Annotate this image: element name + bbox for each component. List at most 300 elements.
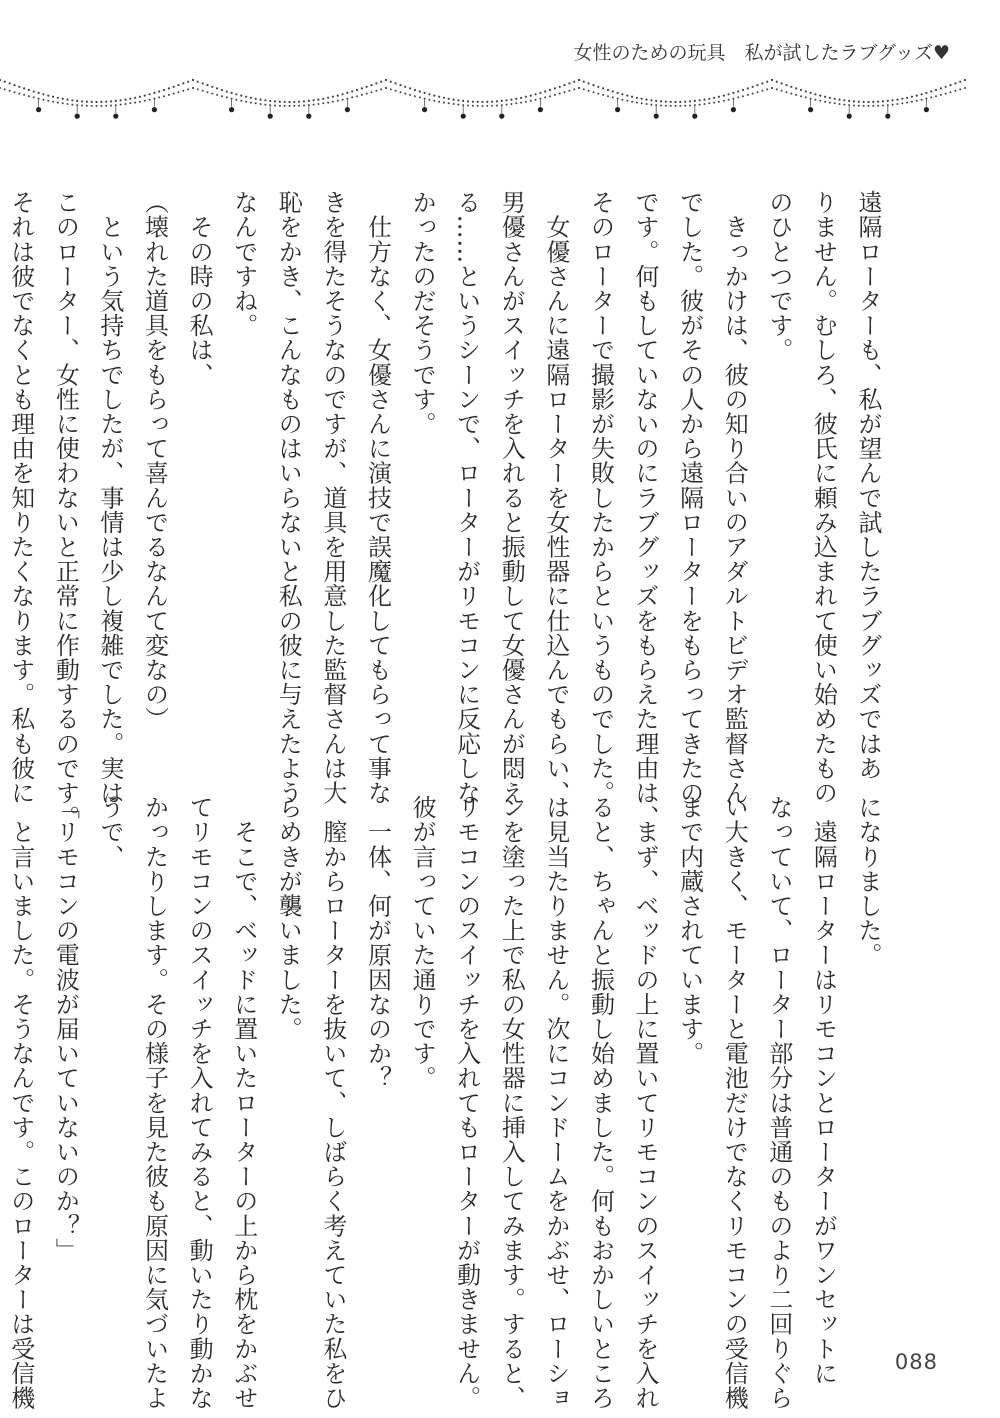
garland-dot: [346, 92, 348, 94]
garland-dot: [144, 95, 146, 97]
garland-dot: [95, 101, 97, 103]
garland-dot: [544, 90, 546, 92]
garland-dot: [269, 100, 271, 102]
garland-dot: [747, 94, 749, 96]
garland-dot: [530, 100, 532, 102]
garland-dot: [120, 99, 122, 101]
text-line: 「リモコンの電波が届いていないのか？」: [51, 795, 80, 1263]
text-line: まず、ベッドの上に置いてリモコンのスイッチを入れ: [631, 795, 660, 1410]
garland-dot: [757, 91, 759, 93]
garland-dot: [0, 79, 1, 81]
garland-dot: [332, 101, 334, 103]
garland-dot: [877, 105, 879, 107]
garland-dot: [317, 103, 319, 105]
garland-dot: [144, 100, 146, 102]
garland-dot: [945, 93, 947, 95]
garland-dot: [42, 93, 44, 95]
garland-dot: [583, 88, 585, 90]
garland-dot: [409, 87, 411, 89]
text-line: 女優さんに遠隔ローターを女性器に仕込んでもらい、: [541, 190, 570, 805]
garland-dot: [544, 96, 546, 98]
garland-dot: [66, 99, 68, 101]
garland-dot: [100, 105, 102, 107]
garland-dot: [708, 102, 710, 104]
garland-dot: [453, 99, 455, 101]
garland-dot: [168, 94, 170, 96]
garland-dot: [525, 101, 527, 103]
running-header: 女性のための玩具 私が試したラブグッズ♥: [573, 42, 950, 64]
text-line: ると、ちゃんと振動し始めました。何もおかしいところ: [586, 795, 615, 1410]
garland-dot: [298, 101, 300, 103]
garland-dot: [689, 100, 691, 102]
garland-dot: [86, 101, 88, 103]
garland-dot: [559, 86, 561, 88]
garland-bead: [615, 107, 620, 112]
garland-bead: [692, 114, 697, 119]
garland-dot: [390, 81, 392, 83]
text-line: このローター、女性に使わないと正常に作動するのです。: [51, 190, 80, 830]
garland-dot: [713, 97, 715, 99]
garland-dot: [882, 105, 884, 107]
garland-dot: [747, 87, 749, 89]
garland-dot: [28, 95, 30, 97]
garland-dot: [597, 86, 599, 88]
text-line: らめきが襲いました。: [274, 795, 303, 1041]
garland-dot: [949, 84, 951, 86]
garland-dot: [467, 105, 469, 107]
garland-dot: [810, 92, 812, 94]
garland-dot: [728, 93, 730, 95]
garland-dot: [100, 101, 102, 103]
garland-dot: [308, 100, 310, 102]
garland-dot: [400, 91, 402, 93]
garland-dot: [539, 92, 541, 94]
garland-dot: [838, 99, 840, 101]
text-line: 仕方なく、女優さんに演技で誤魔化してもらって事な: [363, 190, 392, 805]
garland-dot: [631, 101, 633, 103]
garland-dot: [486, 105, 488, 107]
garland-dot: [443, 102, 445, 104]
garland-dot: [911, 101, 913, 103]
garland-dot: [954, 90, 956, 92]
garland-dot: [506, 104, 508, 106]
garland-dot: [592, 84, 594, 86]
garland-dot: [921, 93, 923, 95]
garland-dot: [342, 93, 344, 95]
text-line: 恥をかき、こんなものはいらないと私の彼に与えたよう: [274, 190, 303, 805]
garland-dot: [173, 86, 175, 88]
garland-dot: [935, 89, 937, 91]
garland-dot: [81, 105, 83, 107]
garland-dot: [332, 96, 334, 98]
garland-dot: [641, 102, 643, 104]
garland-dot: [699, 104, 701, 106]
garland-dot: [771, 87, 773, 89]
garland-dot: [704, 103, 706, 105]
garland-dot: [158, 90, 160, 92]
garland-dot: [288, 101, 290, 103]
text-line: なんですね。: [229, 190, 258, 338]
garland-dot: [482, 105, 484, 107]
garland-dot: [752, 93, 754, 95]
garland-dot: [510, 103, 512, 105]
garland-dot: [86, 105, 88, 107]
garland-dot: [568, 82, 570, 84]
garland-dot: [9, 82, 11, 84]
garland-dot: [62, 102, 64, 104]
text-line: （壊れた道具をもらって喜んでるなんて変なの）: [140, 190, 169, 732]
garland-dot: [824, 101, 826, 103]
garland-dot: [588, 82, 590, 84]
text-line: 遠隔ローターはリモコンとローターがワンセットに: [809, 795, 838, 1386]
garland-dot: [342, 99, 344, 101]
garland-dot: [506, 99, 508, 101]
garland-dot: [515, 98, 517, 100]
garland-dot: [120, 104, 122, 106]
garland-dot: [240, 100, 242, 102]
garland-bead: [847, 114, 852, 119]
garland-dot: [14, 91, 16, 93]
garland-dot: [901, 102, 903, 104]
garland-dot: [264, 99, 266, 101]
garland-dot: [588, 90, 590, 92]
garland-bead: [924, 107, 929, 112]
garland-dot: [226, 90, 228, 92]
garland-dot: [202, 90, 204, 92]
garland-dot: [858, 105, 860, 107]
garland-bead: [113, 114, 118, 119]
garland-dot: [211, 86, 213, 88]
garland-dot: [829, 97, 831, 99]
garland-dot: [607, 89, 609, 91]
garland-dot: [18, 86, 20, 88]
garland-dot: [530, 95, 532, 97]
text-line: 彼が言っていた通りです。: [408, 795, 437, 1091]
garland-dot: [853, 100, 855, 102]
garland-dot: [240, 95, 242, 97]
garland-dot: [91, 101, 93, 103]
garland-dot: [96, 105, 98, 107]
garland-dot: [409, 94, 411, 96]
garland-dot: [660, 105, 662, 107]
garland-dot: [829, 102, 831, 104]
garland-dot: [612, 96, 614, 98]
garland-dot: [814, 99, 816, 101]
garland-dot: [173, 93, 175, 95]
text-line: きを得たそうなのですが、道具を用意した監督さんは大: [318, 190, 347, 805]
text-line: でした。彼がその人から遠隔ローターをもらってきたの: [675, 190, 704, 805]
garland-dot: [23, 87, 25, 89]
garland-dot: [954, 82, 956, 84]
garland-dot: [216, 87, 218, 89]
garland-dot: [211, 93, 213, 95]
garland-bead: [422, 107, 427, 112]
garland-dot: [477, 101, 479, 103]
garland-dot: [245, 96, 247, 98]
garland-dot: [192, 79, 194, 81]
garland-dot: [617, 92, 619, 94]
garland-dot: [549, 89, 551, 91]
garland-dot: [197, 81, 199, 83]
garland-dot: [438, 101, 440, 103]
garland-dot: [554, 87, 556, 89]
garland-dot: [115, 100, 117, 102]
garland-dot: [313, 99, 315, 101]
garland-dot: [395, 82, 397, 84]
garland-dot: [366, 93, 368, 95]
text-line: かったのだそうです。: [408, 190, 437, 436]
garland-dot: [959, 81, 961, 83]
garland-bead: [152, 107, 157, 112]
garland-dot: [327, 97, 329, 99]
garland-dot: [703, 99, 705, 101]
garland-dot: [858, 101, 860, 103]
garland-dot: [665, 105, 667, 107]
garland-dot: [57, 102, 59, 104]
garland-dot: [207, 91, 209, 93]
garland-dot: [742, 95, 744, 97]
garland-dot: [404, 93, 406, 95]
garland-dot: [940, 87, 942, 89]
garland-dot: [163, 89, 165, 91]
text-line: のひとつです。: [764, 190, 793, 363]
garland-dot: [795, 87, 797, 89]
garland-dot: [337, 95, 339, 97]
garland-dot: [187, 81, 189, 83]
garland-dot: [723, 100, 725, 102]
garland-dot: [805, 96, 807, 98]
garland-dot: [742, 89, 744, 91]
garland-dot: [834, 102, 836, 104]
garland-dot: [317, 99, 319, 101]
garland-dot: [481, 101, 483, 103]
garland-dot: [33, 96, 35, 98]
text-line: りません。むしろ、彼氏に頼み込まれて使い始めたもの: [809, 190, 838, 805]
garland-dot: [250, 97, 252, 99]
garland-dot: [515, 102, 517, 104]
garland-dot: [766, 81, 768, 83]
garland-dot: [964, 87, 966, 89]
garland-dot: [935, 95, 937, 97]
garland-dot: [385, 87, 387, 89]
garland-dot: [843, 99, 845, 101]
garland-dot: [863, 105, 865, 107]
garland-dot: [761, 90, 763, 92]
garland-dot: [105, 105, 107, 107]
garland-dot: [356, 89, 358, 91]
garland-dot: [925, 92, 927, 94]
garland-dot: [428, 99, 430, 101]
garland-dot: [646, 103, 648, 105]
garland-dot: [467, 100, 469, 102]
garland-dot: [776, 81, 778, 83]
garland-dot: [235, 99, 237, 101]
garland-dot: [843, 104, 845, 106]
garland-dot: [23, 94, 25, 96]
garland-dot: [47, 100, 49, 102]
garland-dot: [477, 105, 479, 107]
garland-dot: [573, 88, 575, 90]
garland-dot: [206, 84, 208, 86]
text-line: うで、: [95, 795, 124, 869]
garland-dot: [298, 105, 300, 107]
garland-dot: [158, 96, 160, 98]
garland-dot: [578, 87, 580, 89]
garland-dot: [887, 100, 889, 102]
garland-dot: [168, 87, 170, 89]
garland-dot: [279, 101, 281, 103]
garland-dot: [593, 91, 595, 93]
garland-dot: [52, 96, 54, 98]
text-line: 膣からローターを抜いて、しばらく考えていた私をひ: [318, 795, 347, 1410]
garland-dot: [790, 93, 792, 95]
garland-dot: [892, 104, 894, 106]
garland-dot: [125, 103, 127, 105]
text-line: まで内蔵されています。: [675, 795, 704, 1066]
garland-dot: [163, 95, 165, 97]
garland-dot: [496, 100, 498, 102]
garland-dot: [28, 89, 30, 91]
garland-dot: [675, 105, 677, 107]
garland-dot: [264, 104, 266, 106]
garland-dot: [950, 91, 952, 93]
text-line: る……というシーンで、ローターがリモコンに反応しな: [452, 190, 481, 805]
garland-dot: [583, 81, 585, 83]
garland-dot: [182, 82, 184, 84]
garland-dot: [187, 88, 189, 90]
garland-dot: [67, 103, 69, 105]
garland-dot: [718, 101, 720, 103]
garland-dot: [694, 100, 696, 102]
garland-dot: [781, 82, 783, 84]
text-line: ンを塗った上で私の女性器に挿入してみます。すると、: [497, 795, 526, 1410]
garland-dot: [916, 100, 918, 102]
garland-dot: [805, 90, 807, 92]
garland-dot: [443, 97, 445, 99]
garland-dot: [535, 99, 537, 101]
garland-dot: [496, 105, 498, 107]
garland-dot: [510, 99, 512, 101]
garland-dot: [708, 98, 710, 100]
garland-dot: [790, 86, 792, 88]
garland-dot: [375, 90, 377, 92]
text-line: い大きく、モーターと電池だけでなくリモコンの受信機: [720, 795, 749, 1410]
garland-dot: [564, 91, 566, 93]
garland-dot: [361, 87, 363, 89]
garland-bead: [538, 107, 543, 112]
garland-dot: [554, 94, 556, 96]
text-line: は見当たりません。次にコンドームをかぶせ、ローショ: [541, 795, 570, 1410]
garland-dot: [621, 93, 623, 95]
garland-bead: [808, 107, 813, 112]
garland-dot: [91, 105, 93, 107]
garland-dot: [453, 103, 455, 105]
garland-dot: [752, 86, 754, 88]
garland-dot: [549, 95, 551, 97]
garland-dot: [424, 92, 426, 94]
garland-bead: [654, 114, 659, 119]
garland-dot: [670, 101, 672, 103]
garland-dot: [260, 103, 262, 105]
garland-dot: [279, 105, 281, 107]
garland-dot: [370, 84, 372, 86]
garland-dot: [274, 100, 276, 102]
garland-dot: [433, 95, 435, 97]
garland-dot: [612, 90, 614, 92]
garland-dot: [916, 95, 918, 97]
garland-dot: [380, 88, 382, 90]
garland-dot: [13, 84, 15, 86]
garland-dot: [134, 97, 136, 99]
text-line: という気持ちでしたが、事情は少し複雑でした。実は: [95, 190, 124, 805]
garland-bead: [36, 107, 41, 112]
garland-bead: [75, 114, 80, 119]
garland-dot: [839, 103, 841, 105]
text-line: と言いました。そうなんです。このローターは受信機: [6, 795, 35, 1410]
garland-dot: [178, 91, 180, 93]
garland-dot: [433, 100, 435, 102]
garland-dot: [795, 94, 797, 96]
garland-dot: [665, 101, 667, 103]
garland-dot: [371, 91, 373, 93]
garland-dot: [448, 102, 450, 104]
garland-dot: [149, 93, 151, 95]
garland-dot: [867, 101, 869, 103]
garland-dot: [81, 100, 83, 102]
garland-bead: [306, 114, 311, 119]
garland-dot: [351, 90, 353, 92]
garland-dot: [62, 98, 64, 100]
garland-dot: [641, 98, 643, 100]
text-line: 遠隔ローターも、私が望んで試したラブグッズではあ: [854, 190, 882, 781]
decorative-garland-border: [0, 66, 1000, 136]
garland-dot: [414, 95, 416, 97]
garland-dot: [520, 97, 522, 99]
garland-dot: [462, 100, 464, 102]
garland-dot: [631, 96, 633, 98]
garland-dot: [38, 92, 40, 94]
garland-dot: [718, 96, 720, 98]
garland-dot: [303, 100, 305, 102]
garland-dot: [293, 105, 295, 107]
garland-dot: [0, 87, 1, 89]
garland-dot: [414, 89, 416, 91]
garland-dot: [901, 98, 903, 100]
body-text-bottom-column: [6, 795, 890, 1410]
garland-dot: [395, 90, 397, 92]
garland-dot: [390, 88, 392, 90]
garland-dot: [356, 95, 358, 97]
garland-dot: [737, 96, 739, 98]
garland-dot: [771, 79, 773, 81]
garland-dot: [491, 105, 493, 107]
garland-dot: [679, 105, 681, 107]
text-line: です。何もしていないのにラブグッズをもらえた理由は、: [631, 190, 660, 830]
garland-dot: [945, 86, 947, 88]
garland-dot: [139, 101, 141, 103]
garland-dot: [47, 95, 49, 97]
garland-dot: [491, 101, 493, 103]
garland-dot: [892, 99, 894, 101]
garland-dot: [781, 90, 783, 92]
garland-dot: [872, 105, 874, 107]
text-line: そこで、ベッドに置いたローターの上から枕をかぶせ: [229, 795, 258, 1410]
garland-dot: [250, 102, 252, 104]
garland-dot: [129, 98, 131, 100]
garland-dot: [284, 105, 286, 107]
garland-dot: [636, 102, 638, 104]
garland-dot: [911, 96, 913, 98]
